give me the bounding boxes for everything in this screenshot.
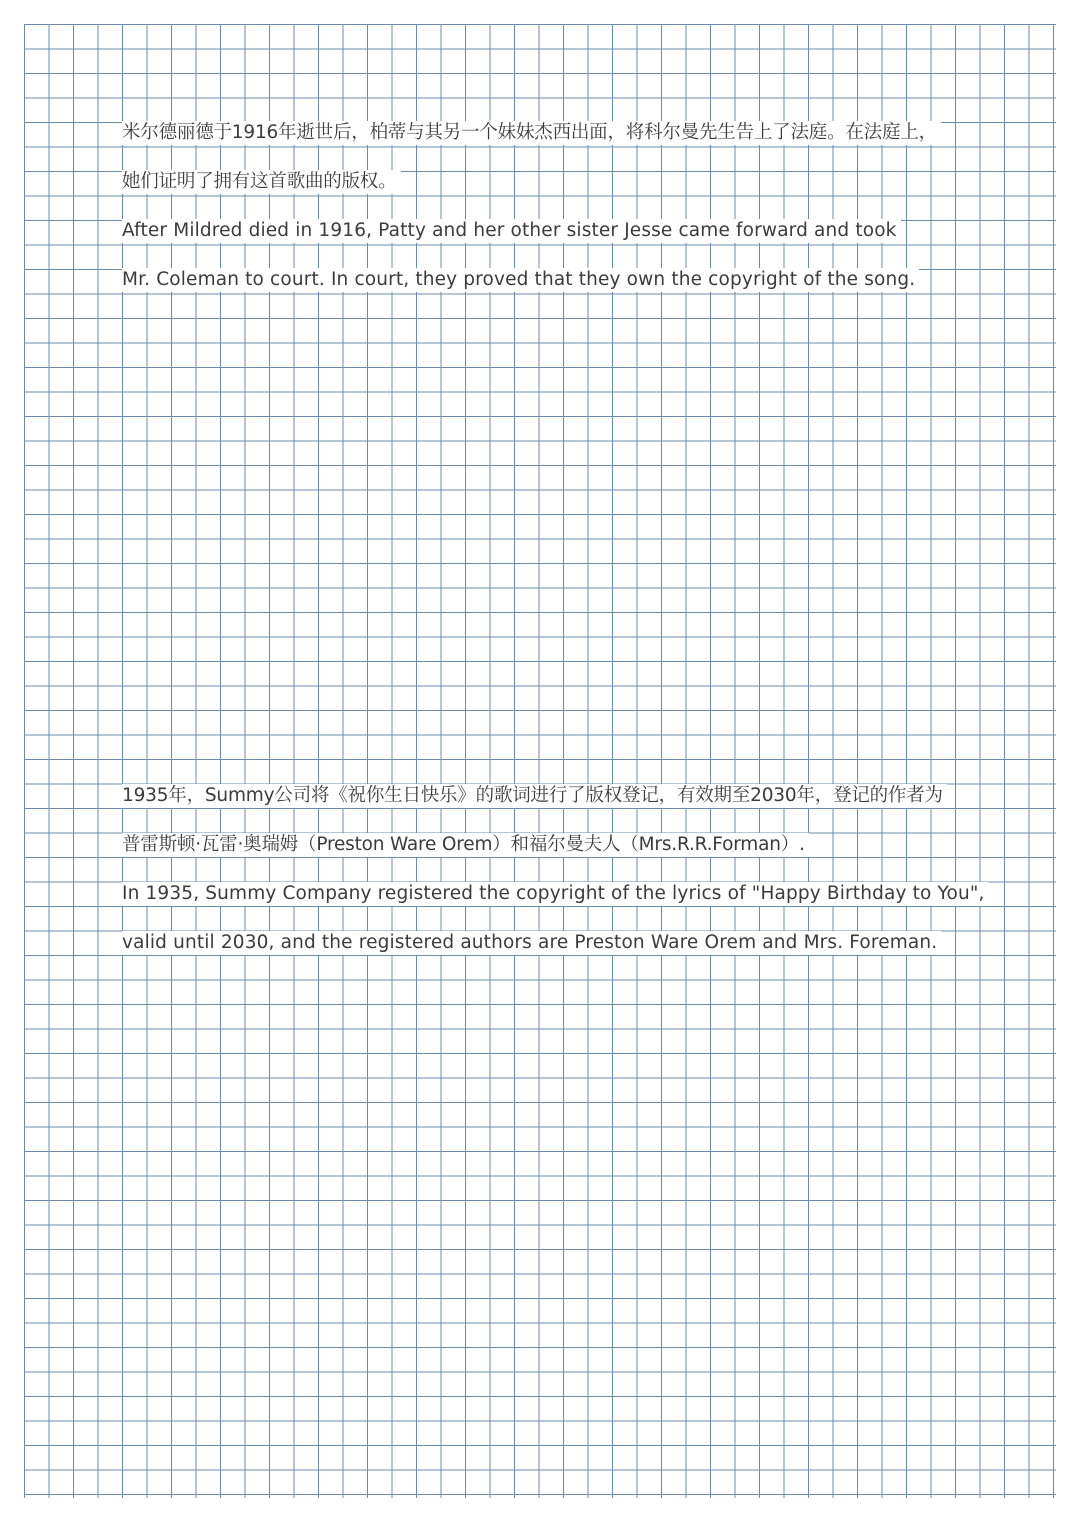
grid-paper-background	[24, 24, 1056, 1498]
chinese-line-1: 1935年，Summy公司将《祝你生日快乐》的歌词进行了版权登记，有效期至2030年，登记的作者为	[122, 784, 947, 808]
english-line-2: Mr. Coleman to court. In court, they proved that they own the copyright of the song.	[122, 268, 919, 292]
chinese-line-2: 普雷斯顿·瓦雷·奥瑞姆（Preston Ware Orem）和福尔曼夫人（Mrs.R.R.Forman）.	[122, 833, 809, 857]
chinese-line-1: 米尔德丽德于1916年逝世后，柏蒂与其另一个妹妹杰西出面，将科尔曼先生告上了法庭。在法庭上，	[122, 121, 941, 145]
chinese-line-2: 她们证明了拥有这首歌曲的版权。	[122, 170, 401, 194]
english-line-1: In 1935, Summy Company registered the copyright of the lyrics of "Happy Birthday to You",	[122, 882, 989, 906]
english-line-2: valid until 2030, and the registered authors are Preston Ware Orem and Mrs. Foreman.	[122, 931, 941, 955]
english-line-1: After Mildred died in 1916, Patty and her other sister Jesse came forward and took	[122, 219, 901, 243]
